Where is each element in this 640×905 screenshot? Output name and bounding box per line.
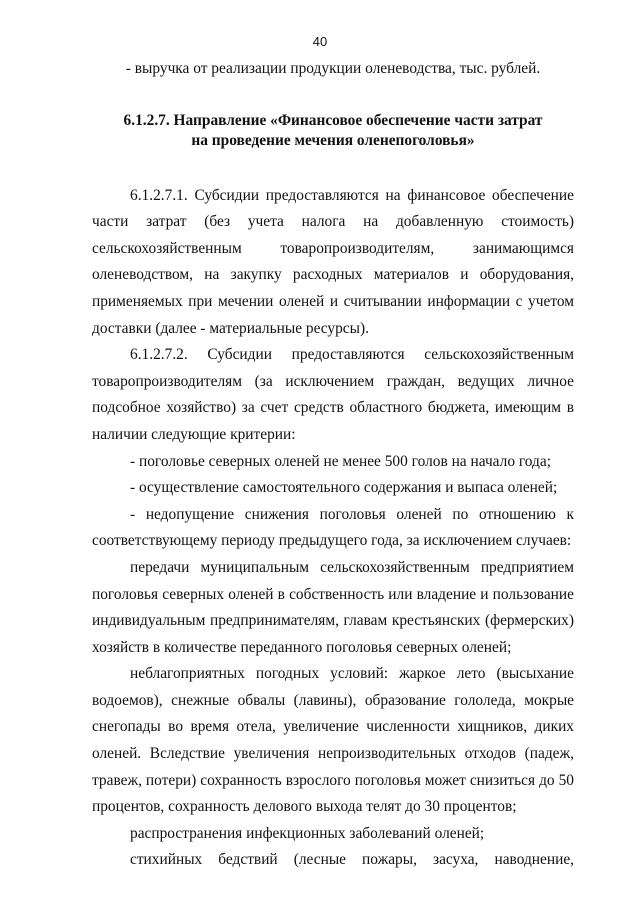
exception-disasters: стихийных бедствий (лесные пожары, засуха, наводнение, (130, 851, 574, 869)
criterion-no-decrease: - недопущение снижения поголовья оленей по отношению к соответствующему периоду предыдущего года, за исключением случаев: (92, 505, 574, 550)
criterion-self-keeping: - осуществление самостоятельного содержания и выпаса оленей; (130, 479, 558, 497)
page-number: 40 (312, 34, 328, 49)
lead-line: - выручка от реализации продукции оленеводства, тыс. рублей. (125, 60, 541, 77)
paragraph-6-1-2-7-2: 6.1.2.7.2. Субсидии предоставляются сельскохозяйственным товаропроизводителям (за исключением граждан, ведущих личное подсобное хозяйство) за счет средств областного бюджета, имеющим в наличии следующие критерии: (92, 346, 574, 443)
criterion-livestock: - поголовье северных оленей не менее 500 голов на начало года; (130, 452, 551, 470)
exception-infection: распространения инфекционных заболеваний оленей; (130, 824, 485, 842)
section-heading-line-2: на проведение мечения оленепоголовья» (191, 131, 475, 149)
exception-transfer: передачи муниципальным сельскохозяйственным предприятием поголовья северных оленей в собственность или владение и пользование индивидуальным предпринимателям, главам крестьянских (фермерских) хозяйств в количестве переданного поголовья северных оленей; (92, 558, 574, 656)
section-heading-line-1: 6.1.2.7. Направление «Финансовое обеспечение части затрат (123, 111, 543, 129)
paragraph-6-1-2-7-1: 6.1.2.7.1. Субсидии предоставляются на финансовое обеспечение части затрат (без учета налога на добавленную стоимость) сельскохозяйственным товаропроизводителям, занимающимся оленеводством, на закупку расходных материалов и оборудования, применяемых при мечении оленей и считывании информации с учетом доставки (далее - материальные ресурсы). (92, 186, 574, 337)
section-heading (92, 111, 574, 151)
exception-weather: неблагоприятных погодных условий: жаркое лето (высыхание водоемов), снежные обвалы (лавины), образование гололеда, мокрые снегопады во время отела, увеличение численности хищников, диких оленей. Вследствие увеличения непроизводительных отходов (падеж, травеж, потери) сохранность взрослого поголовья может снизиться до 50 процентов, сохранность делового выхода телят до 30 процентов; (92, 665, 574, 816)
page-content (92, 56, 574, 874)
